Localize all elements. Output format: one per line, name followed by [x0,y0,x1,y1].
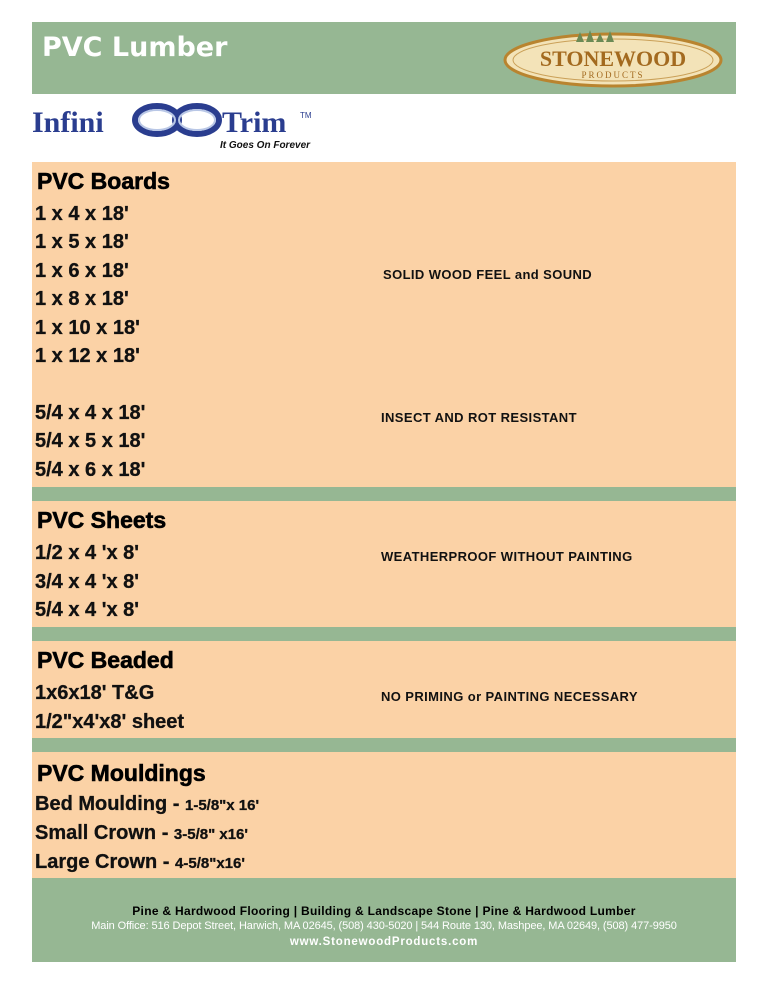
stonewood-logo [502,28,724,88]
beaded-item: 1/2"x4'x8' sheet [35,711,185,733]
section-divider [32,738,736,752]
trademark-text: TM [300,111,312,120]
board-item: 1 x 5 x 18' [35,231,129,253]
sheets-section [32,501,736,627]
footer-addresses: Main Office: 516 Depot Street, Harwich, MA 02645, (508) 430-5020 | 544 Route 130, Mashpee, MA 02649, (508) 477-9950 [91,920,677,932]
moulding-item [35,822,248,845]
feature-no-priming: NO PRIMING or PAINTING NECESSARY [381,689,638,704]
boards-title: PVC Boards [37,168,170,194]
infinity-icon [135,106,219,134]
moulding-item [35,793,259,816]
moulding-name: Bed Moulding - [35,793,185,815]
moulding-name: Small Crown - [35,822,174,844]
beaded-item: 1x6x18' T&G [35,682,155,704]
board-item: 5/4 x 4 x 18' [35,402,146,424]
logo-main-text: STONEWOOD [539,46,687,71]
boards-section [32,162,736,487]
board-item: 1 x 12 x 18' [35,345,140,367]
sheet-item: 1/2 x 4 'x 8' [35,542,140,564]
board-item: 1 x 4 x 18' [35,203,129,225]
sheet-item: 5/4 x 4 'x 8' [35,599,140,621]
feature-solid-wood: SOLID WOOD FEEL and SOUND [383,267,593,282]
header-bar [32,22,736,94]
board-item: 1 x 10 x 18' [35,317,140,339]
brand-tagline: It Goes On Forever [220,140,311,151]
moulding-item [35,851,245,874]
board-item: 1 x 8 x 18' [35,288,129,310]
logo-sub-text: PRODUCTS [581,70,645,80]
footer-services: Pine & Hardwood Flooring | Building & Landscape Stone | Pine & Hardwood Lumber [132,904,636,918]
beaded-section [32,641,736,738]
moulding-dim: 1-5/8"x 16' [184,797,260,814]
moulding-name: Large Crown - [35,851,176,873]
board-item: 5/4 x 6 x 18' [35,459,146,481]
sheets-title: PVC Sheets [37,507,167,533]
moulding-dim: 4-5/8"x16' [175,855,245,872]
feature-weatherproof: WEATHERPROOF WITHOUT PAINTING [381,549,633,564]
footer-bar [32,878,736,962]
infinitrim-logo [32,98,322,154]
page-title: PVC Lumber [42,32,228,63]
section-divider [32,487,736,501]
sheet-item: 3/4 x 4 'x 8' [35,571,140,593]
beaded-title: PVC Beaded [37,647,174,673]
mouldings-section [32,752,736,878]
board-item: 5/4 x 5 x 18' [35,430,146,452]
brand-right-text: Trim [222,106,287,139]
moulding-dim: 3-5/8" x16' [173,826,248,843]
feature-insect-rot: INSECT AND ROT RESISTANT [381,410,577,425]
section-divider [32,627,736,641]
footer-website-link[interactable]: www.StonewoodProducts.com [289,936,479,948]
board-item: 1 x 6 x 18' [35,260,129,282]
mouldings-title: PVC Mouldings [37,760,206,786]
brand-left-text: Infini [32,106,104,139]
